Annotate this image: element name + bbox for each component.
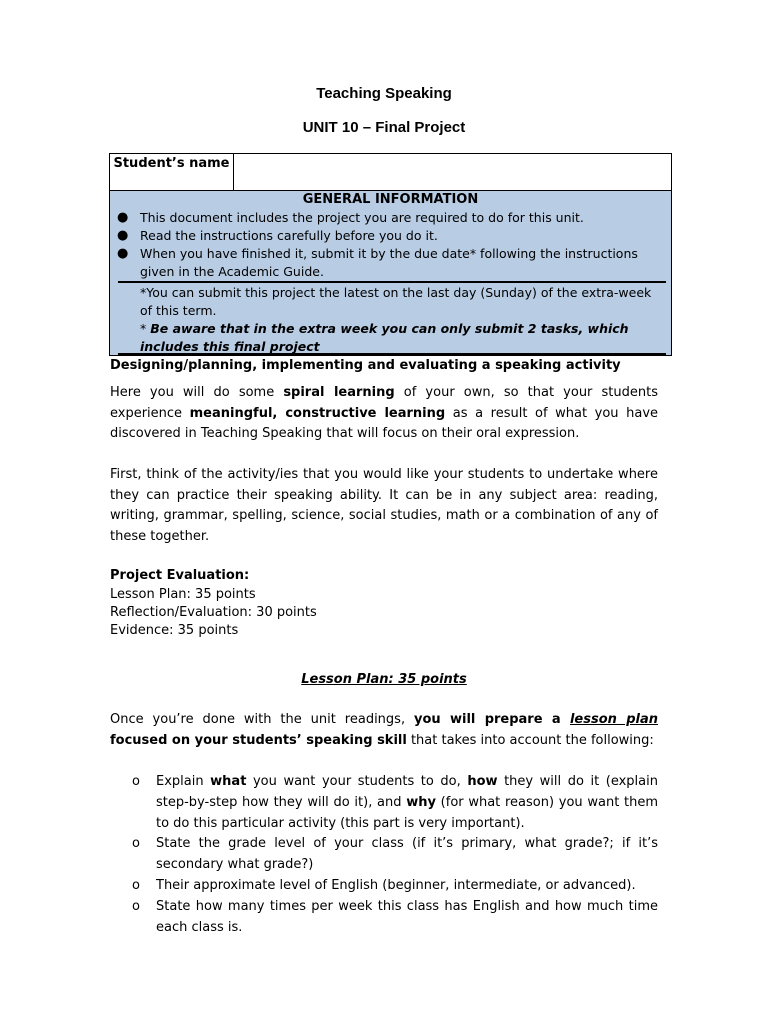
note-divider <box>118 281 666 283</box>
circle-bullet-icon: o <box>132 898 140 914</box>
lesson-plan-heading: Lesson Plan: 35 points <box>301 672 467 687</box>
document-subtitle: UNIT 10 – Final Project <box>302 119 466 136</box>
bullet-item: ● Read the instructions carefully before you do it. <box>117 228 438 243</box>
document-title: Teaching Speaking <box>316 85 452 102</box>
student-name-label: Student’s name <box>110 154 234 190</box>
general-info-box <box>110 191 671 355</box>
lesson-plan-requirements <box>110 772 658 938</box>
list-item: o State how many times per week this class has English and how much time each class is. <box>132 898 658 935</box>
circle-bullet-icon: o <box>132 877 140 893</box>
general-info-heading: GENERAL INFORMATION <box>302 192 479 207</box>
evaluation-lesson-plan: Lesson Plan: 35 points <box>110 587 256 602</box>
list-item: o State the grade level of your class (if it’s primary, what grade?; if it’s secondary what grade?) <box>132 836 658 873</box>
evaluation-heading: Project Evaluation: <box>110 568 250 583</box>
student-name-row <box>110 154 671 191</box>
submission-note: *You can submit this project the latest on the last day (Sunday) of the extra-week of this term. <box>140 285 652 318</box>
student-name-field[interactable] <box>235 154 671 190</box>
bullet-item: ● When you have finished it, submit it by the due date* following the instructions given in the Academic Guide. <box>117 246 638 279</box>
bullet-icon: ● <box>117 246 129 261</box>
evaluation-evidence: Evidence: 35 points <box>110 623 239 638</box>
list-item: o Their approximate level of English (beginner, intermediate, or advanced). <box>110 876 658 897</box>
bullet-item: ● This document includes the project you are required to do for this unit. <box>117 210 584 225</box>
evaluation-reflection: Reflection/Evaluation: 30 points <box>110 605 317 620</box>
intro-paragraph: Here you will do some spiral learning of your own, so that your students experience meaningful, constructive learning as a result of what you have discovered in Teaching Speaking that will focus on their oral expression. <box>110 385 659 441</box>
lesson-plan-intro: Once you’re done with the unit readings, you will prepare a lesson plan focused on your students’ speaking skill that takes into account the following: <box>110 712 658 748</box>
general-info-bullets <box>110 209 671 281</box>
activity-heading: Designing/planning, implementing and evaluating a speaking activity <box>110 358 621 373</box>
bullet-icon: ● <box>117 228 129 243</box>
circle-bullet-icon: o <box>132 836 140 852</box>
general-info-table <box>109 153 672 356</box>
activity-paragraph: First, think of the activity/ies that you would like your students to undertake where they can practice their speaking ability. It can be in any subject area: reading, writing, grammar, spelling, science, social studies, math or a combination of any of these together. <box>110 467 658 544</box>
bullet-icon: ● <box>117 210 129 225</box>
note-bottom-divider <box>118 353 666 355</box>
list-item: o Explain what you want your students to do, how they will do it (explain step-by-step how they will do it), and why (for what reason) you want them to do this particular activity (this part is very important). <box>132 774 658 831</box>
extra-week-warning: * Be aware that in the extra week you can only submit 2 tasks, which includes this final project <box>140 321 629 354</box>
circle-bullet-icon: o <box>132 774 140 789</box>
